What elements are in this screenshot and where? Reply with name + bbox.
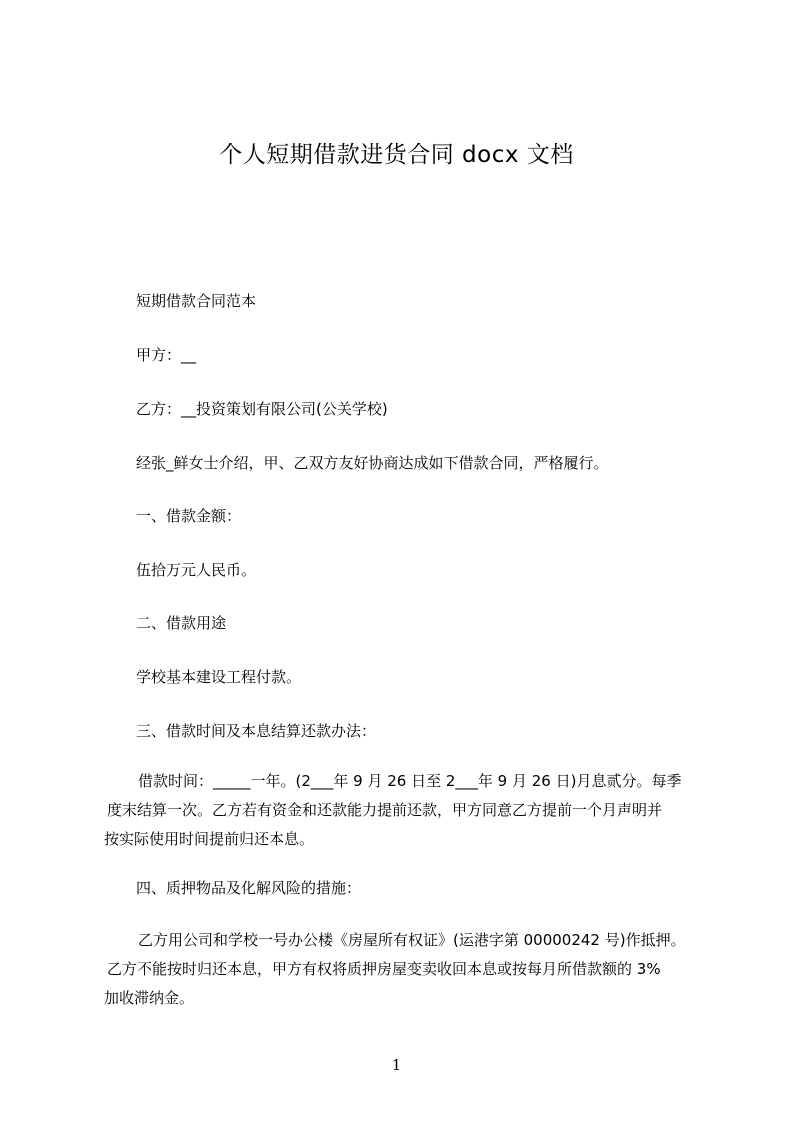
paragraph-loan-amount: 伍拾万元人民币。 (136, 561, 257, 579)
section-heading-repayment: 三、借款时间及本息结算还款办法： (136, 722, 377, 740)
paragraph-contract-template: 短期借款合同范本 (136, 292, 257, 310)
paragraph-collateral (104, 926, 698, 1013)
document-title: 个人短期借款进货合同 docx 文档 (219, 142, 574, 168)
paragraph-introduction: 经张_鲜女士介绍，甲、乙双方友好协商达成如下借款合同，严格履行。 (136, 454, 609, 472)
text-line: 乙方用公司和学校一号办公楼《房屋所有权证》(运港字第 00000242 号)作抵押。 (138, 931, 686, 949)
section-heading-collateral: 四、质押物品及化解风险的措施： (136, 879, 362, 897)
section-heading-loan-purpose: 二、借款用途 (136, 614, 227, 632)
page-number: 1 (391, 1056, 402, 1074)
text-line: 度末结算一次。乙方若有资金和还款能力提前还款，甲方同意乙方提前一个月声明并 (107, 801, 663, 819)
paragraph-loan-period (104, 767, 698, 854)
text-line: 按实际使用时间提前归还本息。 (104, 830, 315, 848)
text-line: 乙方不能按时归还本息，甲方有权将质押房屋变卖收回本息或按每月所借款额的 3% (107, 960, 661, 978)
paragraph-party-a: 甲方：__ (136, 346, 197, 364)
paragraph-party-b: 乙方：__投资策划有限公司(公关学校) (136, 400, 388, 418)
text-line: 加收滞纳金。 (104, 989, 195, 1007)
paragraph-loan-purpose: 学校基本建设工程付款。 (136, 668, 302, 686)
section-heading-loan-amount: 一、借款金额： (136, 507, 242, 525)
text-line: 借款时间：_____一年。(2___年 9 月 26 日至 2___年 9 月 26 日)月息贰分。每季 (138, 772, 682, 790)
